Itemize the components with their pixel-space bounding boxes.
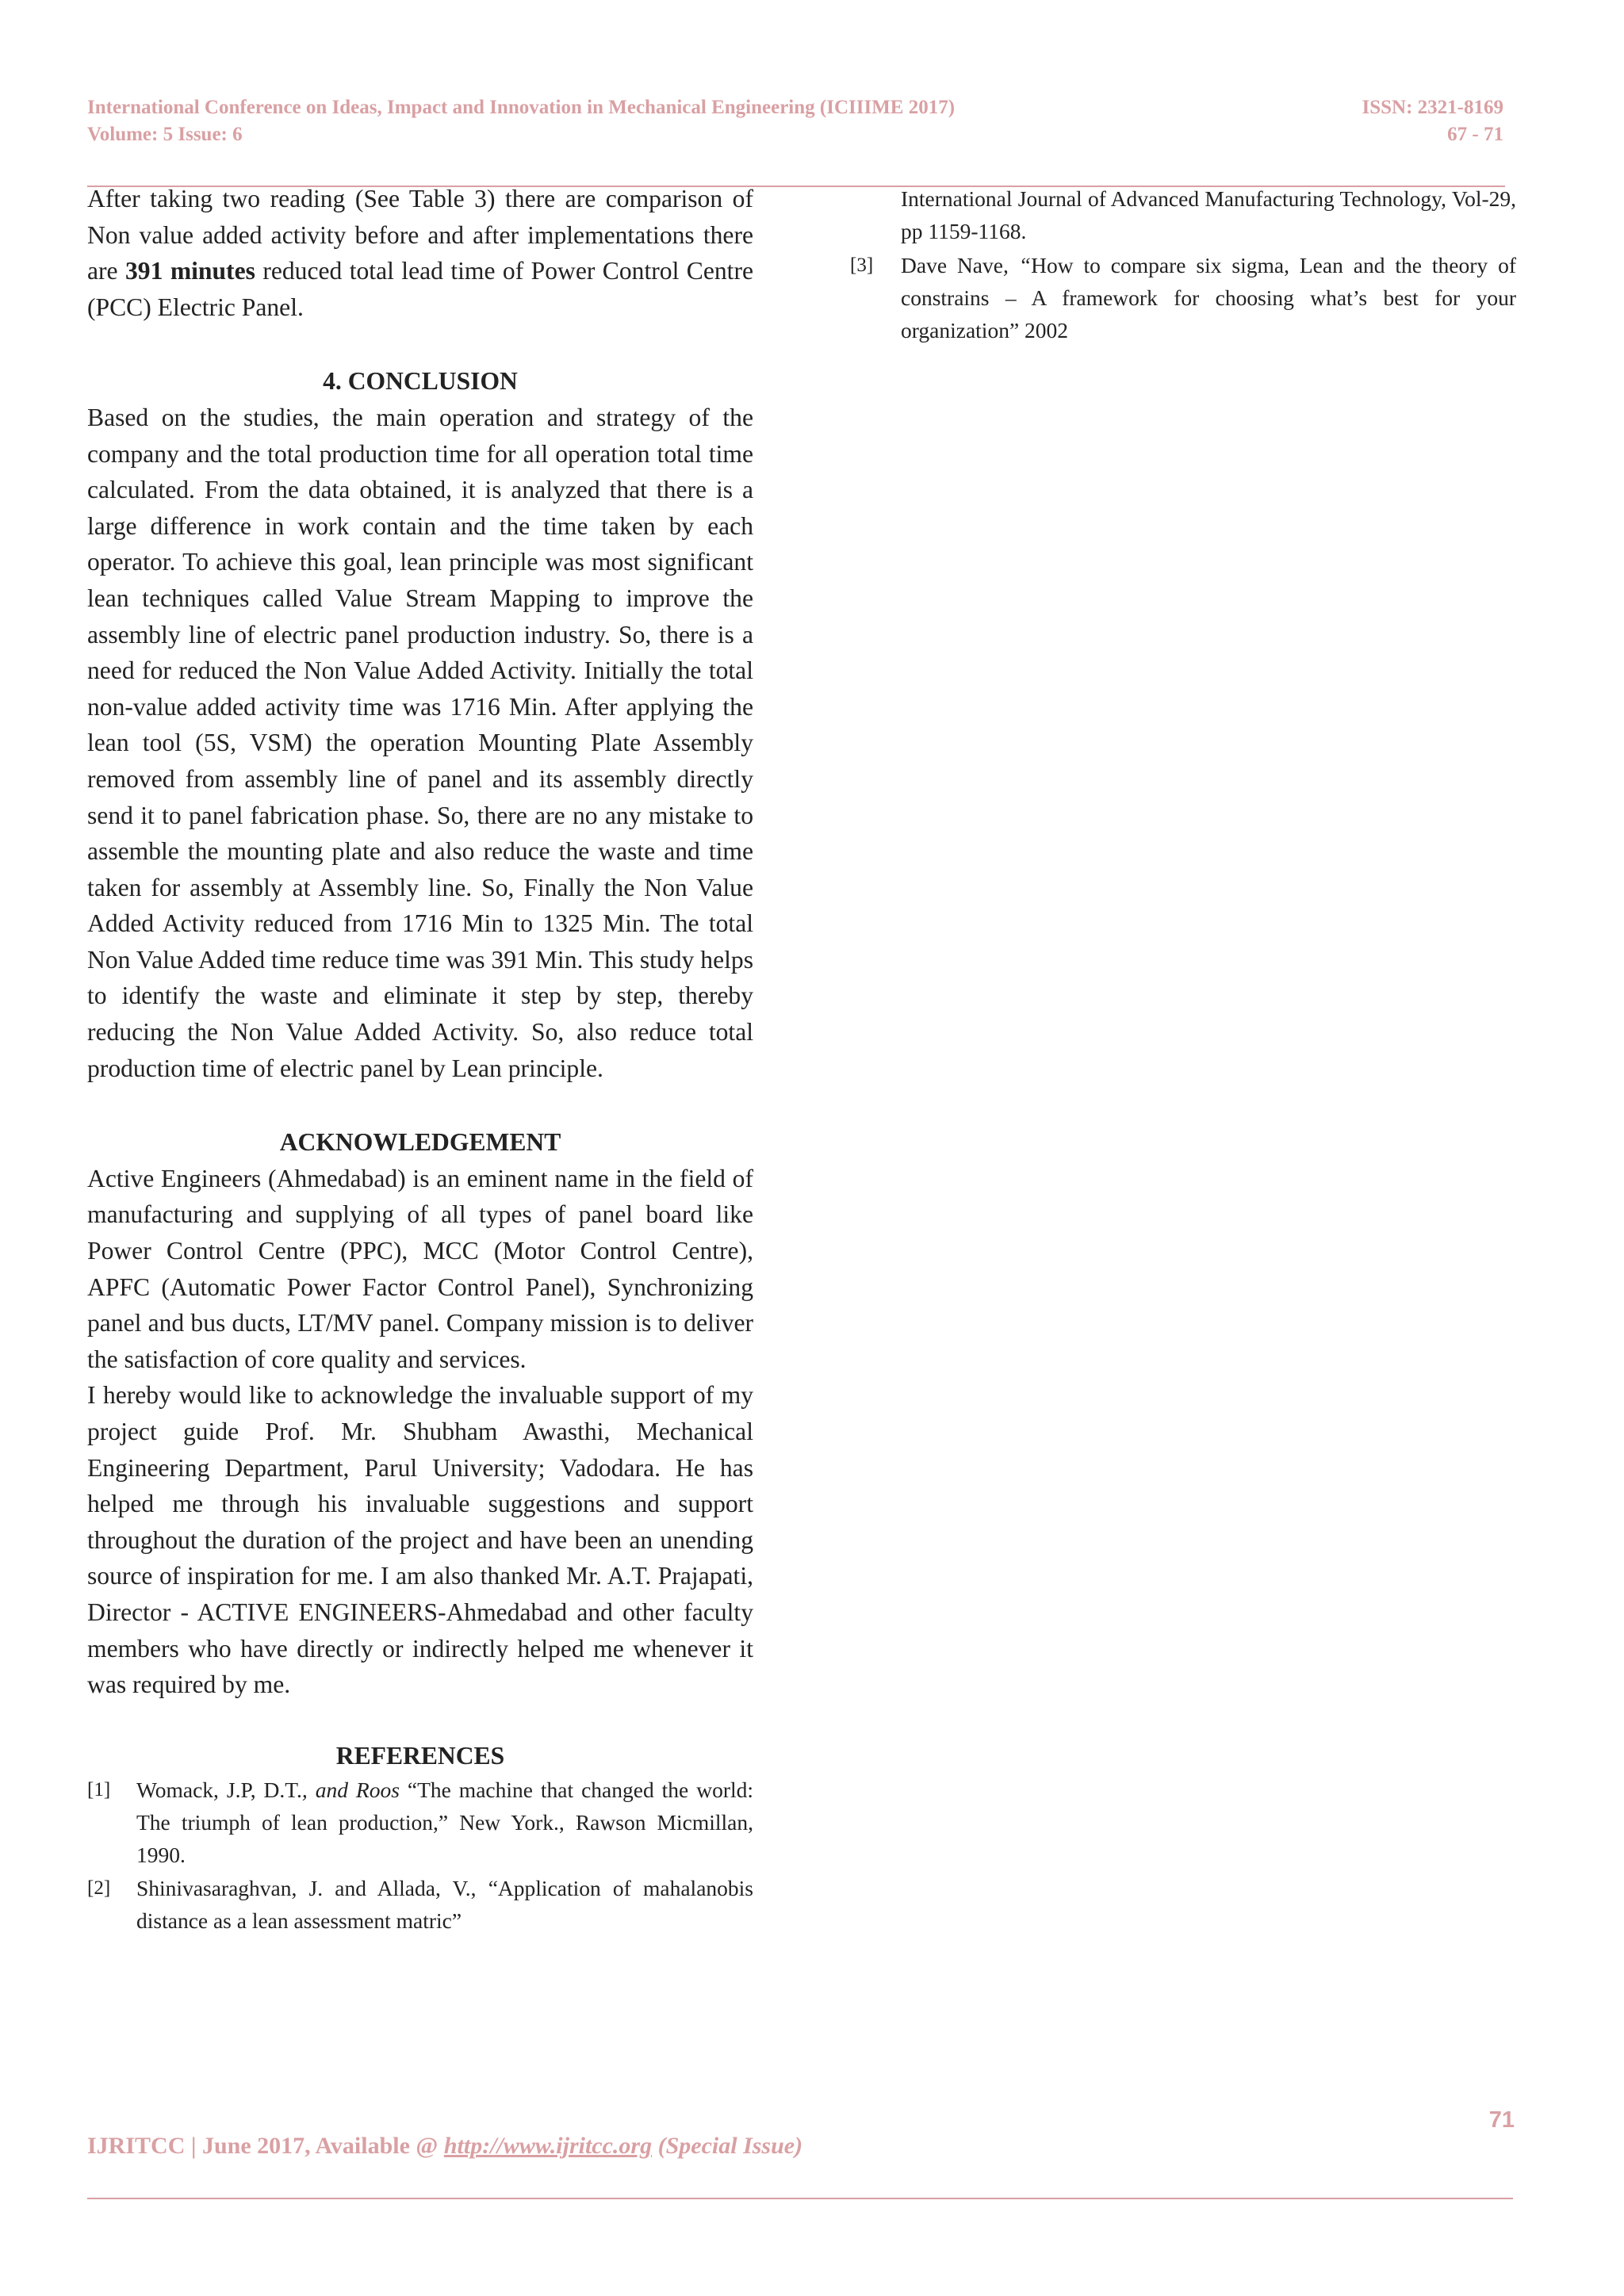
acknowledgement-paragraph-1: Active Engineers (Ahmedabad) is an eminent name in the field of manufacturing and supplying of all types of panel board like Power Control Centre (PPC), MCC (Motor Control Centre), APFC (Automatic Power Factor Control Panel), Synchronizing panel and bus ducts, LT/MV panel. Company mission is to deliver the satisfaction of core quality and services. — [87, 1164, 753, 1373]
intro-paragraph — [87, 181, 753, 325]
reference-authors: Dave Nave — [901, 253, 1003, 277]
acknowledgement-heading: ACKNOWLEDGEMENT — [279, 1128, 561, 1157]
intro-text-after: reduced total lead time of Power Control Centre (PCC) Electric Panel. — [87, 257, 753, 321]
reference-text: How to compare six sigma, Lean and the theory of constrains – A framework for choosing what’s best for your organization” 2002 — [901, 253, 1517, 342]
reference-item — [87, 1872, 753, 1937]
footer-special-issue: (Special Issue) — [652, 2133, 803, 2159]
reference-item — [848, 249, 1516, 346]
reference-authors-italic: , and Roos — [301, 1777, 400, 1803]
reference-text: “The machine that changed the world: The triumph of lean production,” New York., Rawson Micmillan, 1990. — [136, 1777, 754, 1868]
conclusion-paragraph: Based on the studies, the main operation and strategy of the company and the total production time for all operation total time calculated. From the data obtained, it is analyzed that there is a large difference in work contain and the time taken by each operator. To achieve this goal, lean principle was most significant lean techniques called Value Stream Mapping to improve the assembly line of electric panel production industry. So, there is a need for reduced the Non Value Added Activity. Initially the total non-value added activity time was 1716 Min. After applying the lean tool (5S, VSM) the operation Mounting Plate Assembly removed from assembly line of panel and its assembly directly send it to panel fabrication phase. So, there are no any mistake to assemble the mounting plate and also reduce the waste and time taken for assembly at Assembly line. So, Finally the Non Value Added Activity reduced from 1716 Min to 1325 Min. The total Non Value Added time reduce time was 391 Min. This study helps to identify the waste and eliminate it step by step, thereby reducing the Non Value Added Activity. So, also reduce total production time of electric panel by Lean principle. — [87, 403, 753, 1082]
page-header — [87, 97, 1505, 187]
volume-issue: Volume: 5 Issue: 6 — [87, 124, 243, 145]
reference-authors-italic: , “ — [1002, 253, 1032, 277]
footer-link[interactable]: http://www.ijritcc.org — [443, 2133, 653, 2159]
intro-bold-value: 391 minutes — [125, 257, 255, 285]
reference-authors: Womack, J.P, D.T. — [136, 1777, 302, 1803]
intro-text-before: After taking two reading (See Table 3) there are comparison of Non value added activity before and after implementations there are — [87, 185, 753, 285]
right-column — [848, 182, 1516, 346]
issn: ISSN: 2321-8169 — [1362, 97, 1503, 118]
page-number: 71 — [1488, 2107, 1515, 2133]
page-footer — [87, 2133, 1513, 2199]
reference-number: [3] — [850, 254, 874, 276]
page-range: 67 - 71 — [1447, 124, 1503, 145]
references-heading: REFERENCES — [335, 1741, 505, 1770]
reference-item — [87, 1774, 753, 1871]
left-column — [87, 181, 753, 1938]
reference-continuation: International Journal of Advanced Manufacturing Technology, Vol-29, pp 1159-1168. — [901, 186, 1516, 243]
conclusion-heading: 4. CONCLUSION — [323, 367, 518, 396]
reference-number: [1] — [87, 1779, 111, 1801]
reference-number: [2] — [87, 1877, 111, 1900]
reference-text: Shinivasaraghvan, J. and Allada, V., “Application of mahalanobis distance as a lean assessment matric” — [136, 1876, 753, 1934]
conference-title: International Conference on Ideas, Impact and Innovation in Mechanical Engineering (ICIIIME 2017) — [87, 97, 956, 118]
acknowledgement-paragraph-2: I hereby would like to acknowledge the invaluable support of my project guide Prof. Mr. Shubham Awasthi, Mechanical Engineering Department, Parul University; Vadodara. He has helped me through his invaluable suggestions and support throughout the duration of the project and have been an unending source of inspiration for me. I am also thanked Mr. A.T. Prajapati, Director - ACTIVE ENGINEERS-Ahmedabad and other faculty members who have directly or indirectly helped me whenever it was required by me. — [87, 1381, 753, 1699]
footer-journal: IJRITCC | June 2017, Available @ — [87, 2133, 444, 2159]
footer-text — [87, 2133, 802, 2160]
